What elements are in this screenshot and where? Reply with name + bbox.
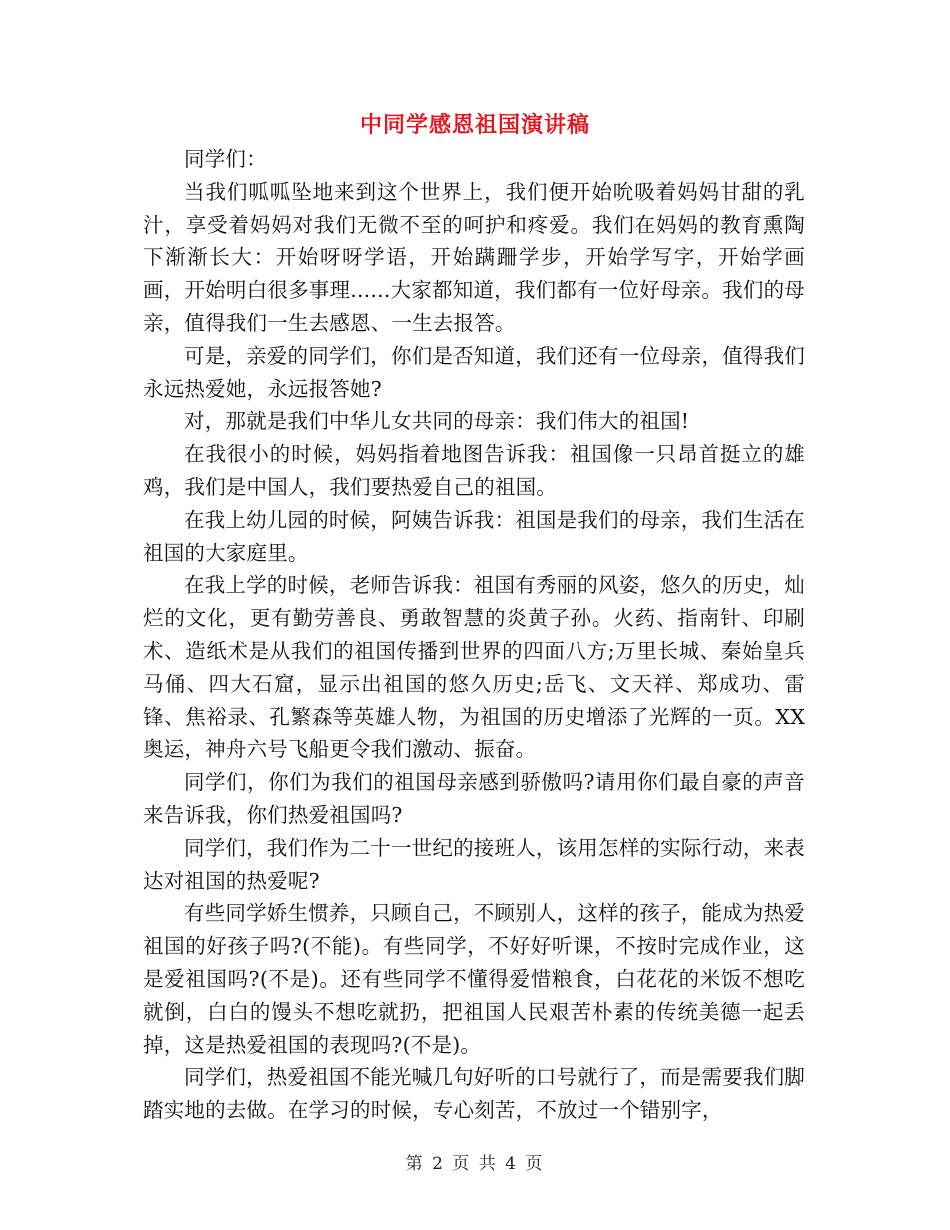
paragraph: 同学们，热爱祖国不能光喊几句好听的口号就行了，而是需要我们脚踏实地的去做。在学习的时候，专心刻苦，不放过一个错别字，: [143, 1065, 805, 1123]
page-number-footer: 第 2 页 共 4 页: [405, 1154, 545, 1174]
paragraph-greeting: 同学们：: [184, 147, 267, 171]
paragraph: 在我上幼儿园的时候，阿姨告诉我：祖国是我们的母亲，我们生活在祖国的大家庭里。: [143, 507, 805, 565]
paragraph: 可是，亲爱的同学们，你们是否知道，我们还有一位母亲，值得我们永远热爱她，永远报答她?: [143, 343, 805, 401]
paragraph: 同学们，我们作为二十一世纪的接班人，该用怎样的实际行动，来表达对祖国的热爱呢?: [143, 835, 805, 893]
paragraph: 有些同学娇生惯养，只顾自己，不顾别人，这样的孩子，能成为热爱祖国的好孩子吗?(不能)。有些同学，不好好听课，不按时完成作业，这是爱祖国吗?(不是)。还有些同学不懂得爱惜粮食，白花花的米饭不想吃就倒，白白的馒头不想吃就扔，把祖国人民艰苦朴素的传统美德一起丢掉，这是热爱祖国的表现吗?(不是)。: [143, 901, 805, 1057]
paragraph: 对，那就是我们中华儿女共同的母亲：我们伟大的祖国!: [184, 409, 690, 434]
paragraph: 在我很小的时候，妈妈指着地图告诉我：祖国像一只昂首挺立的雄鸡，我们是中国人，我们要热爱自己的祖国。: [143, 442, 805, 499]
document-title: 中同学感恩祖国演讲稿: [359, 112, 590, 138]
paragraph: 同学们，你们为我们的祖国母亲感到骄傲吗?请用你们最自豪的声音来告诉我，你们热爱祖国吗?: [143, 770, 805, 827]
paragraph: 当我们呱呱坠地来到这个世界上，我们便开始吮吸着妈妈甘甜的乳汁，享受着妈妈对我们无微不至的呵护和疼爱。我们在妈妈的教育熏陶下渐渐长大：开始呀呀学语，开始蹒跚学步，开始学写字，开始学画画，开始明白很多事理......大家都知道，我们都有一位好母亲。我们的母亲，值得我们一生去感恩、一生去报答。: [143, 179, 805, 335]
document-body: [143, 143, 805, 1127]
paragraph: 在我上学的时候，老师告诉我：祖国有秀丽的风姿，悠久的历史，灿烂的文化，更有勤劳善良、勇敢智慧的炎黄子孙。火药、指南针、印刷术、造纸术是从我们的祖国传播到世界的四面八方;万里长城、秦始皇兵马俑、四大石窟，显示出祖国的悠久历史;岳飞、文天祥、郑成功、雷锋、焦裕录、孔繁森等英雄人物，为祖国的历史增添了光辉的一页。XX奥运，神舟六号飞船更令我们激动、振奋。: [143, 573, 805, 762]
